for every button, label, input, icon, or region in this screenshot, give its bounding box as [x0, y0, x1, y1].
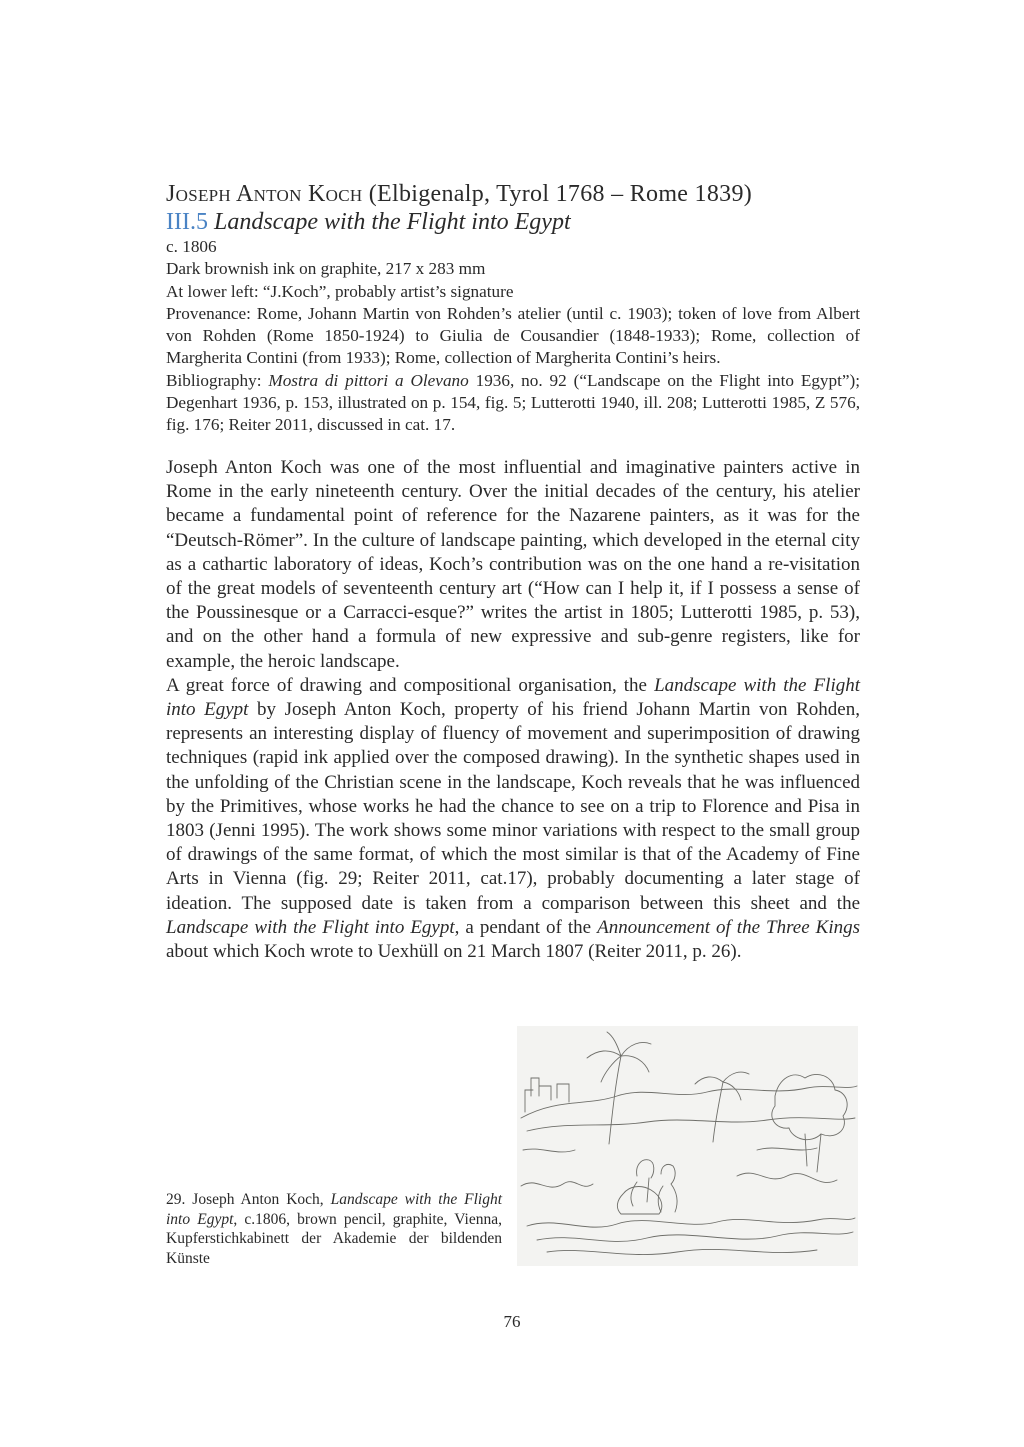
essay-text: by Joseph Anton Koch, property of his friend Johann Martin von Rohden, represents an interesting display of fluency of movement and superimposition of drawing techniques (rapid ink applied over the composed drawing). In the synthetic shapes used in the unfolding of the Christian scene in the landscape, Koch reveals that he was influenced by the Primitives, whose works he had the chance to see on a trip to Florence and Pisa in 1803 (Jenni 1995). The work shows some minor variations with respect to the small group of drawings of the same format, of which the most similar is that of the Academy of Fine Arts in Vienna (fig. 29; Reiter 2011, cat.17), probably documenting a later stage of ideation. The supposed date is taken from a comparison between this sheet and the: [166, 699, 860, 914]
artwork-inscription: At lower left: “J.Koch”, probably artist’s signature: [166, 281, 514, 301]
essay-italic-title: Landscape with the Flight into Egypt: [166, 674, 860, 721]
artist-name: Joseph Anton Koch: [166, 181, 363, 207]
artist-dates: (Elbigenalp, Tyrol 1768 – Rome 1839): [368, 181, 753, 207]
figure-29-drawing: [517, 1026, 858, 1266]
essay-paragraph-2: [166, 674, 860, 964]
landscape-sketch-image: [517, 1026, 858, 1266]
essay-italic-title: Announcement of the Three Kings: [597, 916, 861, 938]
bibliography-label: Bibliography:: [166, 370, 269, 390]
catalogue-metadata: [166, 236, 860, 437]
caption-text: , c.1806, brown pencil, graphite, Vienna, Kupferstichkabinett der Akademie der bildenden Künste: [166, 1210, 502, 1267]
artwork-date: c. 1806: [166, 237, 217, 256]
figure-caption: [166, 1190, 502, 1268]
artist-heading: [166, 180, 866, 208]
page-number: 76: [503, 1312, 521, 1331]
caption-text: 29. Joseph Anton Koch,: [166, 1191, 331, 1208]
provenance: Provenance: Rome, Johann Martin von Rohden’s atelier (until c. 1903); token of love from Albert von Rohden (Rome 1850-1924) to Giulia de Cousandier (1848-1933); Rome, collection of Margherita Contini (from 1933); Rome, collection of Margherita Contini’s heirs.: [166, 303, 860, 368]
essay-paragraph-1: Joseph Anton Koch was one of the most influential and imaginative painters active in Rome in the early nineteenth century. Over the initial decades of the century, his atelier became a fundamental point of reference for the Nazarene painters, as it was for the “Deutsch-Römer”. In the culture of landscape painting, which developed in the eternal city as a cathartic laboratory of ideas, Koch’s contribution was on the one hand a re-visitation of the great models of seventeenth century art (“How can I help it, if I possess a sense of the Poussinesque or a Carracci-esque?” writes the artist in 1805; Lutterotti 1985, p. 53), and on the other hand a formula of new expressive and sub-genre registers, like for example, the heroic landscape.: [166, 457, 860, 672]
bibliography: [166, 370, 860, 437]
entry-heading: [166, 180, 866, 236]
caption-italic-title: Landscape with the Flight into Egypt: [166, 1191, 503, 1228]
essay-italic-title: Landscape with the Flight into Egypt: [166, 916, 455, 938]
essay-body: [166, 456, 860, 964]
catalogue-title: [166, 208, 866, 236]
bibliography-references: 1936, no. 92 (“Landscape on the Flight into Egypt”); Degenhart 1936, p. 153, illustrated on p. 154, fig. 5; Lutterotti 1940, ill. 208; Lutterotti 1985, Z 576, fig. 176; Reiter 2011, discussed in cat. 17.: [166, 370, 861, 435]
essay-text: , a pendant of the: [454, 916, 598, 938]
artwork-title: Landscape with the Flight into Egypt: [213, 209, 571, 235]
essay-text: A great force of drawing and compositional organisation, the: [166, 674, 655, 696]
artwork-medium: Dark brownish ink on graphite, 217 x 283 mm: [166, 259, 486, 279]
bibliography-italic-title: Mostra di pittori a Olevano: [268, 370, 469, 390]
catalogue-number: III.5: [166, 209, 208, 235]
essay-text: about which Koch wrote to Uexhüll on 21 March 1807 (Reiter 2011, p. 26).: [166, 941, 742, 963]
